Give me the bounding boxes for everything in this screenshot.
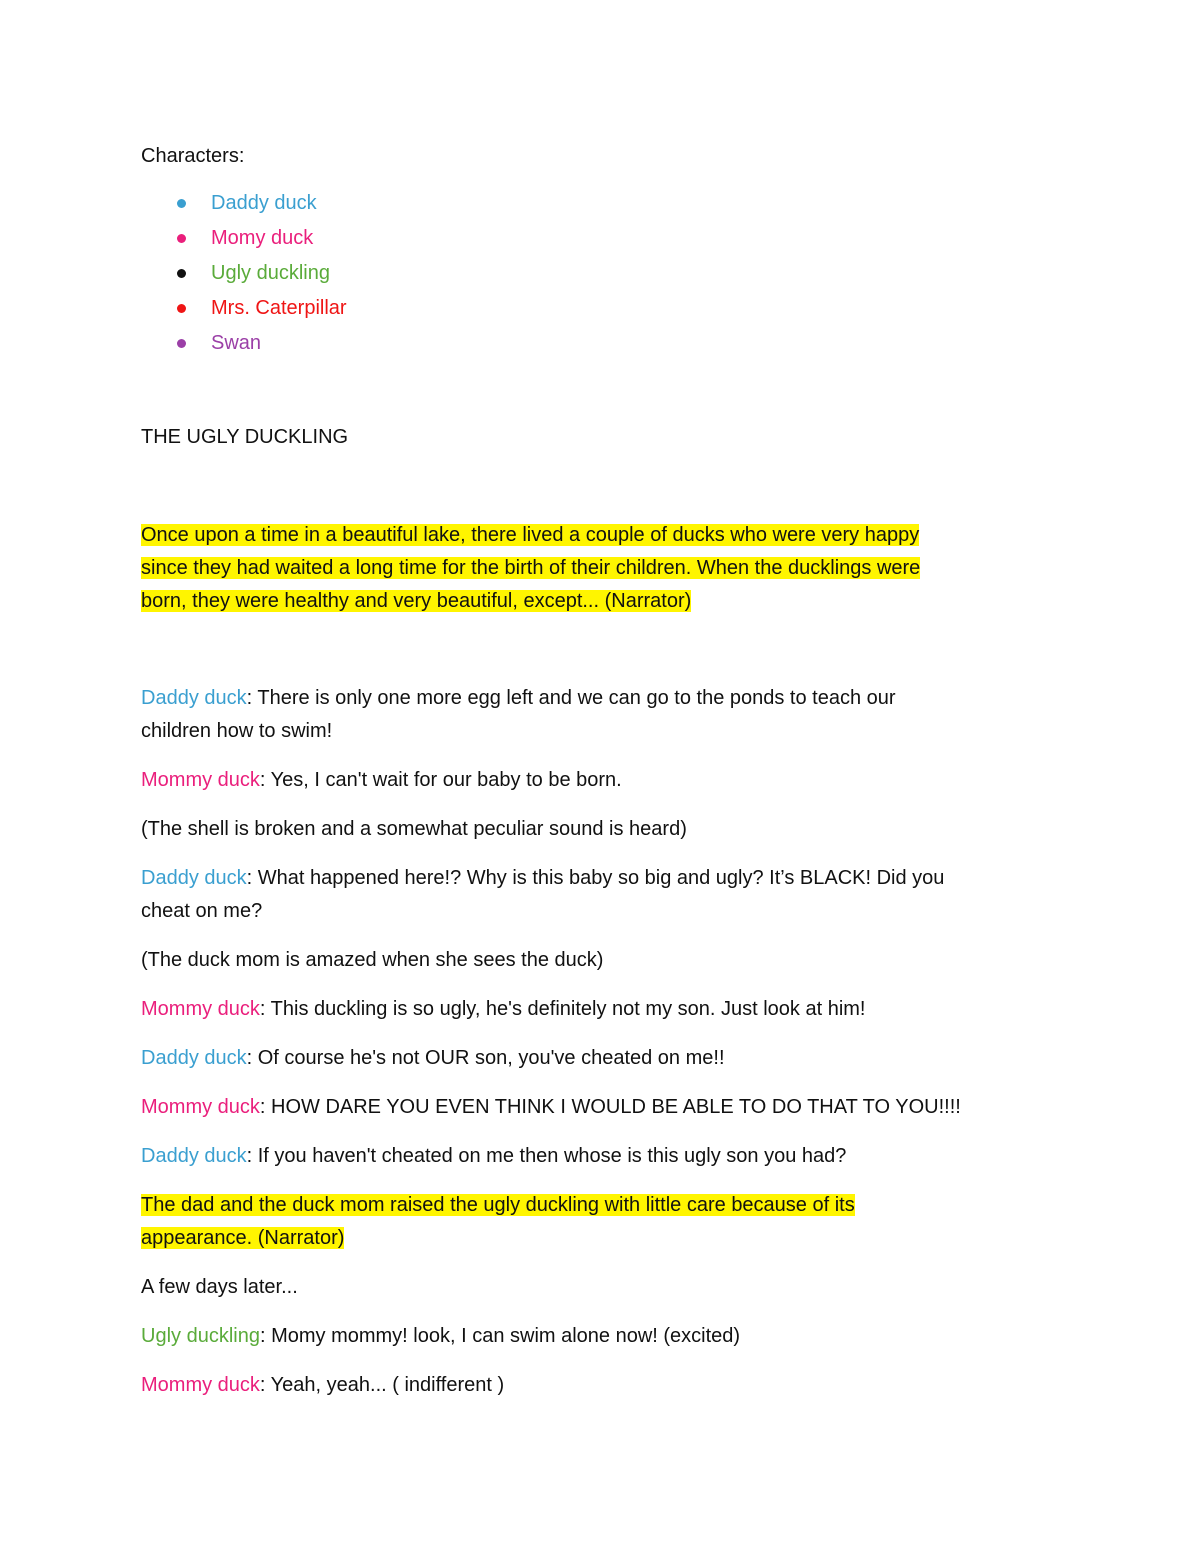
narration-line: Once upon a time in a beautiful lake, there lived a couple of ducks who were very happy [141, 524, 920, 546]
list-item [177, 221, 1041, 256]
dialogue-line [141, 1042, 1041, 1075]
characters-list [141, 186, 1041, 361]
character-name: Mrs. Caterpillar [211, 297, 347, 319]
dialogue-line [141, 993, 1041, 1026]
speech-text: : HOW DARE YOU EVEN THINK I WOULD BE ABLE TO DO THAT TO YOU!!!! [259, 1096, 961, 1118]
speaker-name: Daddy duck [141, 1145, 247, 1167]
dialogue-line [141, 764, 1041, 797]
bullet-icon [177, 269, 186, 278]
speaker-name: Mommy duck [141, 769, 260, 791]
narration-line: The dad and the duck mom raised the ugly duckling with little care because of its [141, 1194, 855, 1216]
speaker-name: Ugly duckling [141, 1325, 260, 1347]
narration-line: born, they were healthy and very beautiful, except... (Narrator) [141, 590, 692, 612]
narration-line: since they had waited a long time for the birth of their children. When the ducklings were [141, 557, 921, 579]
dialogue-line [141, 1091, 1041, 1124]
speaker-name: Mommy duck [141, 998, 260, 1020]
character-name: Momy duck [211, 227, 314, 249]
character-name: Swan [211, 332, 262, 354]
speaker-name: Mommy duck [141, 1096, 260, 1118]
dialogue-line [141, 682, 1041, 748]
speech-text: : Momy mommy! look, I can swim alone now! (excited) [259, 1325, 741, 1347]
story-title: THE UGLY DUCKLING [141, 426, 349, 448]
speech-text: : This duckling is so ugly, he's definitely not my son. Just look at him! [259, 998, 866, 1020]
speaker-name: Mommy duck [141, 1374, 260, 1396]
document-body [141, 140, 1041, 1402]
characters-heading: Characters: [141, 145, 245, 167]
speech-text: : What happened here!? Why is this baby so big and ugly? It’s BLACK! Did you [246, 867, 945, 889]
bullet-icon [177, 304, 186, 313]
list-item [177, 291, 1041, 326]
bullet-icon [177, 234, 186, 243]
dialogue-line [141, 1140, 1041, 1173]
scene-transition: A few days later... [141, 1276, 298, 1298]
speech-text: : Yeah, yeah... ( indifferent ) [259, 1374, 505, 1396]
speech-text: cheat on me? [141, 900, 263, 922]
dialogue-line [141, 1320, 1041, 1353]
character-name: Daddy duck [211, 192, 317, 214]
speech-text: : Of course he's not OUR son, you've cheated on me!! [246, 1047, 725, 1069]
list-item [177, 186, 1041, 221]
dialogue-line [141, 862, 1041, 928]
list-item [177, 256, 1041, 291]
narration-line: appearance. (Narrator) [141, 1227, 345, 1249]
speech-text: : If you haven't cheated on me then whose is this ugly son you had? [246, 1145, 847, 1167]
speech-text: : Yes, I can't wait for our baby to be born. [259, 769, 622, 791]
bullet-icon [177, 339, 186, 348]
speech-text: children how to swim! [141, 720, 333, 742]
bullet-icon [177, 199, 186, 208]
dialogue-line [141, 1369, 1041, 1402]
character-name: Ugly duckling [211, 262, 330, 284]
speaker-name: Daddy duck [141, 687, 247, 709]
speaker-name: Daddy duck [141, 867, 247, 889]
narration-block [141, 519, 1041, 618]
list-item [177, 326, 1041, 361]
stage-direction: (The duck mom is amazed when she sees the duck) [141, 949, 604, 971]
dialogue-block [141, 682, 1041, 1402]
speaker-name: Daddy duck [141, 1047, 247, 1069]
stage-direction: (The shell is broken and a somewhat peculiar sound is heard) [141, 818, 687, 840]
speech-text: : There is only one more egg left and we can go to the ponds to teach our [246, 687, 896, 709]
narration-block [141, 1189, 1041, 1255]
